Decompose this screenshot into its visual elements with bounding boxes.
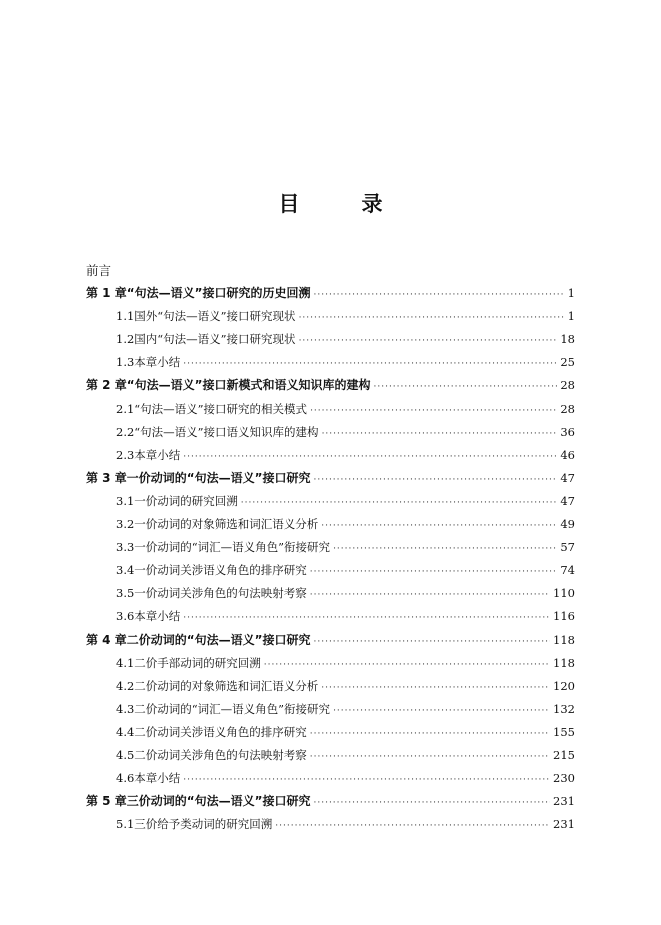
dot-leader [310, 561, 558, 584]
toc-entry-title: 一价动词的“词汇—语义角色”衔接研究 [134, 540, 331, 555]
toc-entry-title: “句法—语义”接口研究的相关模式 [134, 401, 308, 416]
title-char-1: 目 [278, 192, 300, 216]
toc-entry-title: 三价给予类动词的研究回溯 [134, 817, 273, 832]
toc-entry-title: 二价动词的“句法—语义”接口研究 [126, 632, 311, 647]
toc-entry-page: 110 [553, 586, 575, 601]
dot-leader [183, 769, 550, 792]
toc-entry-number: 4.6 [116, 771, 135, 786]
dot-leader [299, 330, 558, 353]
dot-leader [314, 792, 551, 815]
toc-entry-number: 4.2 [116, 678, 135, 693]
dot-leader [333, 700, 550, 723]
toc-preface[interactable] [86, 259, 575, 282]
dot-leader [333, 538, 557, 561]
toc-section-row[interactable] [86, 652, 575, 675]
toc-entry-number: 4.3 [116, 701, 135, 716]
toc-section-row[interactable] [86, 513, 575, 536]
toc-entry-page: 155 [553, 724, 575, 739]
toc-entry-title: 一价动词关涉语义角色的排序研究 [134, 563, 307, 578]
toc-entry-title: 国外“句法—语义”接口研究现状 [134, 309, 296, 324]
toc-entry-number: 3.2 [116, 517, 135, 532]
toc-section-row[interactable] [86, 767, 575, 790]
toc-entry-title: 本章小结 [134, 355, 181, 370]
toc-entry-number: 1.3 [116, 355, 135, 370]
toc-section-row[interactable] [86, 605, 575, 628]
toc-entry-title: 二价手部动词的研究回溯 [134, 655, 261, 670]
toc-entry-title: 一价动词的研究回溯 [134, 493, 238, 508]
toc-entry-number: 第 4 章 [86, 632, 127, 647]
toc-entry-page: 1 [567, 286, 575, 301]
toc-chapter-row[interactable] [86, 467, 575, 490]
toc-entry-page: 116 [553, 609, 575, 624]
toc-entry-page: 28 [560, 378, 575, 393]
toc-section-row[interactable] [86, 582, 575, 605]
toc-chapter-row[interactable] [86, 629, 575, 652]
toc-entry-page: 231 [553, 794, 575, 809]
toc-section-row[interactable] [86, 398, 575, 421]
toc-entry-title: 一价动词的“句法—语义”接口研究 [126, 470, 311, 485]
toc-entry-page: 120 [553, 678, 575, 693]
toc-section-row[interactable] [86, 536, 575, 559]
toc-section-row[interactable] [86, 721, 575, 744]
toc-entry-title: 本章小结 [134, 771, 181, 786]
toc-entry-title: “句法—语义”接口新模式和语义知识库的建构 [126, 378, 371, 393]
toc-entries [86, 282, 575, 836]
toc-section-row[interactable] [86, 675, 575, 698]
toc-entry-page: 132 [553, 701, 575, 716]
toc-entry-number: 3.6 [116, 609, 135, 624]
toc-entry-title: 一价动词关涉角色的句法映射考察 [134, 586, 307, 601]
toc-section-row[interactable] [86, 305, 575, 328]
toc-entry-number: 第 3 章 [86, 470, 127, 485]
toc-entry-title: 本章小结 [134, 447, 181, 462]
toc-entry-title: 二价动词的对象筛选和词汇语义分析 [134, 678, 319, 693]
toc-entry-title: 二价动词的“词汇—语义角色”衔接研究 [134, 701, 331, 716]
toc-chapter-row[interactable] [86, 374, 575, 397]
toc-entry-page: 49 [560, 517, 575, 532]
toc-entry-title: “句法—语义”接口语义知识库的建构 [134, 424, 319, 439]
toc-entry-page: 74 [560, 563, 575, 578]
toc-section-row[interactable] [86, 490, 575, 513]
dot-leader [310, 723, 550, 746]
toc-entry-number: 1.2 [116, 332, 135, 347]
toc-entry-page: 47 [560, 470, 575, 485]
toc-entry-number: 5.1 [116, 817, 135, 832]
toc-section-row[interactable] [86, 328, 575, 351]
toc-entry-page: 46 [560, 447, 575, 462]
dot-leader [314, 284, 565, 307]
toc-entry-title: 二价动词关涉语义角色的排序研究 [134, 724, 307, 739]
toc-entry-page: 1 [567, 309, 575, 324]
toc-entry-number: 第 5 章 [86, 794, 127, 809]
toc-entry-page: 215 [553, 747, 575, 762]
toc-entry-title: 本章小结 [134, 609, 181, 624]
dot-leader [314, 469, 558, 492]
dot-leader [183, 607, 550, 630]
toc-entry-number: 4.4 [116, 724, 135, 739]
dot-leader [264, 654, 550, 677]
dot-leader [321, 515, 557, 538]
title-char-2: 录 [361, 192, 383, 216]
dot-leader [314, 631, 551, 654]
toc-section-row[interactable] [86, 698, 575, 721]
page-title [0, 188, 661, 218]
toc-section-row[interactable] [86, 744, 575, 767]
toc-entry-number: 3.1 [116, 493, 135, 508]
dot-leader [310, 584, 550, 607]
toc-entry-number: 4.5 [116, 747, 135, 762]
toc-chapter-row[interactable] [86, 282, 575, 305]
table-of-contents [86, 259, 575, 836]
toc-entry-number: 2.3 [116, 447, 135, 462]
toc-entry-page: 118 [553, 655, 575, 670]
toc-entry-title: 国内“句法—语义”接口研究现状 [134, 332, 296, 347]
dot-leader [183, 353, 557, 376]
toc-entry-title: “句法—语义”接口研究的历史回溯 [126, 286, 311, 301]
dot-leader [310, 746, 550, 769]
toc-entry-number: 1.1 [116, 309, 135, 324]
toc-entry-title: 一价动词的对象筛选和词汇语义分析 [134, 517, 319, 532]
toc-entry-number: 第 2 章 [86, 378, 127, 393]
dot-leader [241, 492, 558, 515]
toc-entry-number: 4.1 [116, 655, 135, 670]
toc-entry-number: 第 1 章 [86, 286, 127, 301]
toc-entry-number: 3.4 [116, 563, 135, 578]
toc-entry-page: 28 [560, 401, 575, 416]
toc-entry-number: 3.5 [116, 586, 135, 601]
toc-entry-page: 36 [560, 424, 575, 439]
toc-section-row[interactable] [86, 559, 575, 582]
toc-entry-title: 三价动词的“句法—语义”接口研究 [126, 794, 311, 809]
toc-chapter-row[interactable] [86, 790, 575, 813]
toc-section-row[interactable] [86, 421, 575, 444]
toc-section-row[interactable] [86, 444, 575, 467]
dot-leader [310, 400, 557, 423]
toc-entry-page: 57 [560, 540, 575, 555]
dot-leader [275, 815, 550, 838]
toc-entry-number: 2.1 [116, 401, 135, 416]
toc-entry-page: 118 [553, 632, 575, 647]
dot-leader [321, 677, 550, 700]
toc-entry-page: 230 [553, 771, 575, 786]
dot-leader [374, 376, 558, 399]
dot-leader [183, 446, 557, 469]
toc-entry-page: 47 [560, 493, 575, 508]
dot-leader [322, 423, 558, 446]
toc-entry-number: 2.2 [116, 424, 135, 439]
toc-entry-number: 3.3 [116, 540, 135, 555]
dot-leader [299, 307, 565, 330]
toc-section-row[interactable] [86, 813, 575, 836]
toc-entry-title: 二价动词关涉角色的句法映射考察 [134, 747, 307, 762]
toc-entry-page: 231 [553, 817, 575, 832]
toc-preface-label: 前言 [86, 263, 112, 278]
toc-entry-page: 25 [560, 355, 575, 370]
toc-entry-page: 18 [560, 332, 575, 347]
toc-section-row[interactable] [86, 351, 575, 374]
